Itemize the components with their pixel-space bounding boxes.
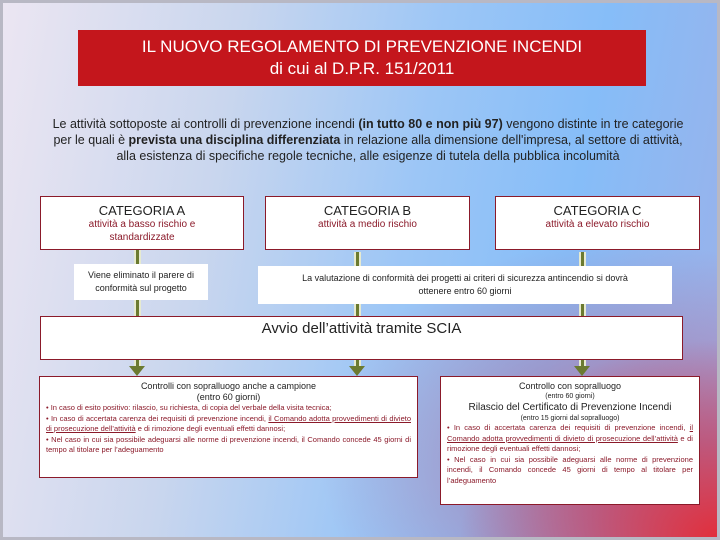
box-heading: Rilascio del Certificato di Prevenzione Incendi bbox=[468, 402, 672, 413]
scia-box bbox=[40, 316, 683, 360]
intro-part: Le attività sottoposte ai controlli di prevenzione incendi bbox=[52, 117, 359, 131]
category-title: CATEGORIA B bbox=[323, 203, 412, 218]
bullet: • Nel caso in cui sia possibile adeguarsi alle norme di prevenzione incendi, il Comando concede 45 giorni di tempo al titolare per l’adeguamento bbox=[46, 434, 411, 454]
category-desc: attività a medio rischio bbox=[318, 219, 417, 230]
arrow-down-icon bbox=[574, 366, 590, 376]
controls-box-category-c bbox=[440, 376, 700, 505]
bullet-text: • In caso di accertata carenza dei requisiti di prevenzione incendi, bbox=[46, 413, 269, 423]
arrow-down-icon bbox=[349, 366, 365, 376]
box-subheading: (entro 60 giorni) bbox=[545, 393, 595, 400]
slide-title bbox=[78, 30, 646, 86]
note-category-bc: La valutazione di conformità dei progetti ai criteri di sicurezza antincendio si dovrà ottenere entro 60 giorni bbox=[258, 266, 672, 304]
category-a-box bbox=[40, 196, 244, 250]
box-heading: Controlli con sopralluogo anche a campione bbox=[140, 381, 317, 391]
note-category-a: Viene eliminato il parere di conformità sul progetto bbox=[74, 264, 208, 300]
connector bbox=[579, 304, 586, 316]
bullet-underlined: il Comando adotta provvedimenti di divieto di prosecuzione dell’attività bbox=[46, 413, 411, 433]
category-b-box bbox=[265, 196, 470, 250]
intro-bold: (in tutto 80 e non più 97) bbox=[358, 117, 503, 131]
connector bbox=[134, 250, 141, 264]
intro-bold: prevista una disciplina differenziata bbox=[128, 133, 341, 147]
bullet-underlined: il Comando adotta provvedimenti di divieto di prosecuzione dell’attività bbox=[447, 423, 693, 443]
title-line-2: di cui al D.P.R. 151/2011 bbox=[269, 59, 455, 78]
intro-text bbox=[50, 116, 686, 164]
scia-label: Avvio dell’attività tramite SCIA bbox=[261, 320, 462, 337]
bullet: • In caso di esito positivo: rilascio, su richiesta, di copia del verbale della visita tecnica; bbox=[46, 403, 332, 412]
arrow-down-icon bbox=[129, 366, 145, 376]
category-desc: attività a elevato rischio bbox=[545, 219, 650, 230]
bullet-text: • In caso di accertata carenza dei requisiti di prevenzione incendi, bbox=[447, 423, 690, 432]
bullet-text: e di rimozione degli eventuali effetti dannosi; bbox=[135, 424, 286, 433]
connector bbox=[579, 252, 586, 266]
intro-part: in relazione alla dimensione dell'impresa, al settore di attività, alla esistenza di specifiche regole tecniche, alle esigenze di tutela della pubblica incolumità bbox=[116, 133, 683, 163]
connector bbox=[354, 304, 361, 316]
bullet bbox=[46, 414, 411, 435]
box-subheading: (entro 15 giorni dal sopralluogo) bbox=[520, 415, 620, 422]
connector bbox=[354, 252, 361, 266]
category-title: CATEGORIA C bbox=[553, 203, 642, 218]
category-title: CATEGORIA A bbox=[98, 203, 186, 218]
box-subheading: (entro 60 giorni) bbox=[196, 392, 261, 402]
intro-part: vengono distinte in tre categorie per le quali è bbox=[53, 117, 684, 147]
controls-box-category-b bbox=[39, 376, 418, 478]
bullet-text: e di rimozione degli eventuali effetti dannosi; bbox=[447, 433, 693, 453]
category-c-box bbox=[495, 196, 700, 250]
title-line-1: IL NUOVO REGOLAMENTO DI PREVENZIONE INCENDI bbox=[141, 37, 583, 56]
bullet bbox=[447, 423, 693, 455]
box-heading: Controllo con sopralluogo bbox=[518, 381, 622, 391]
category-desc: attività a basso rischio e standardizzate bbox=[88, 219, 196, 243]
connector bbox=[134, 300, 141, 316]
bullet: • Nel caso in cui sia possibile adeguarsi alle norme di prevenzione incendi, il Comando concede 45 giorni di tempo al titolare per l’adeguamento bbox=[447, 454, 693, 485]
